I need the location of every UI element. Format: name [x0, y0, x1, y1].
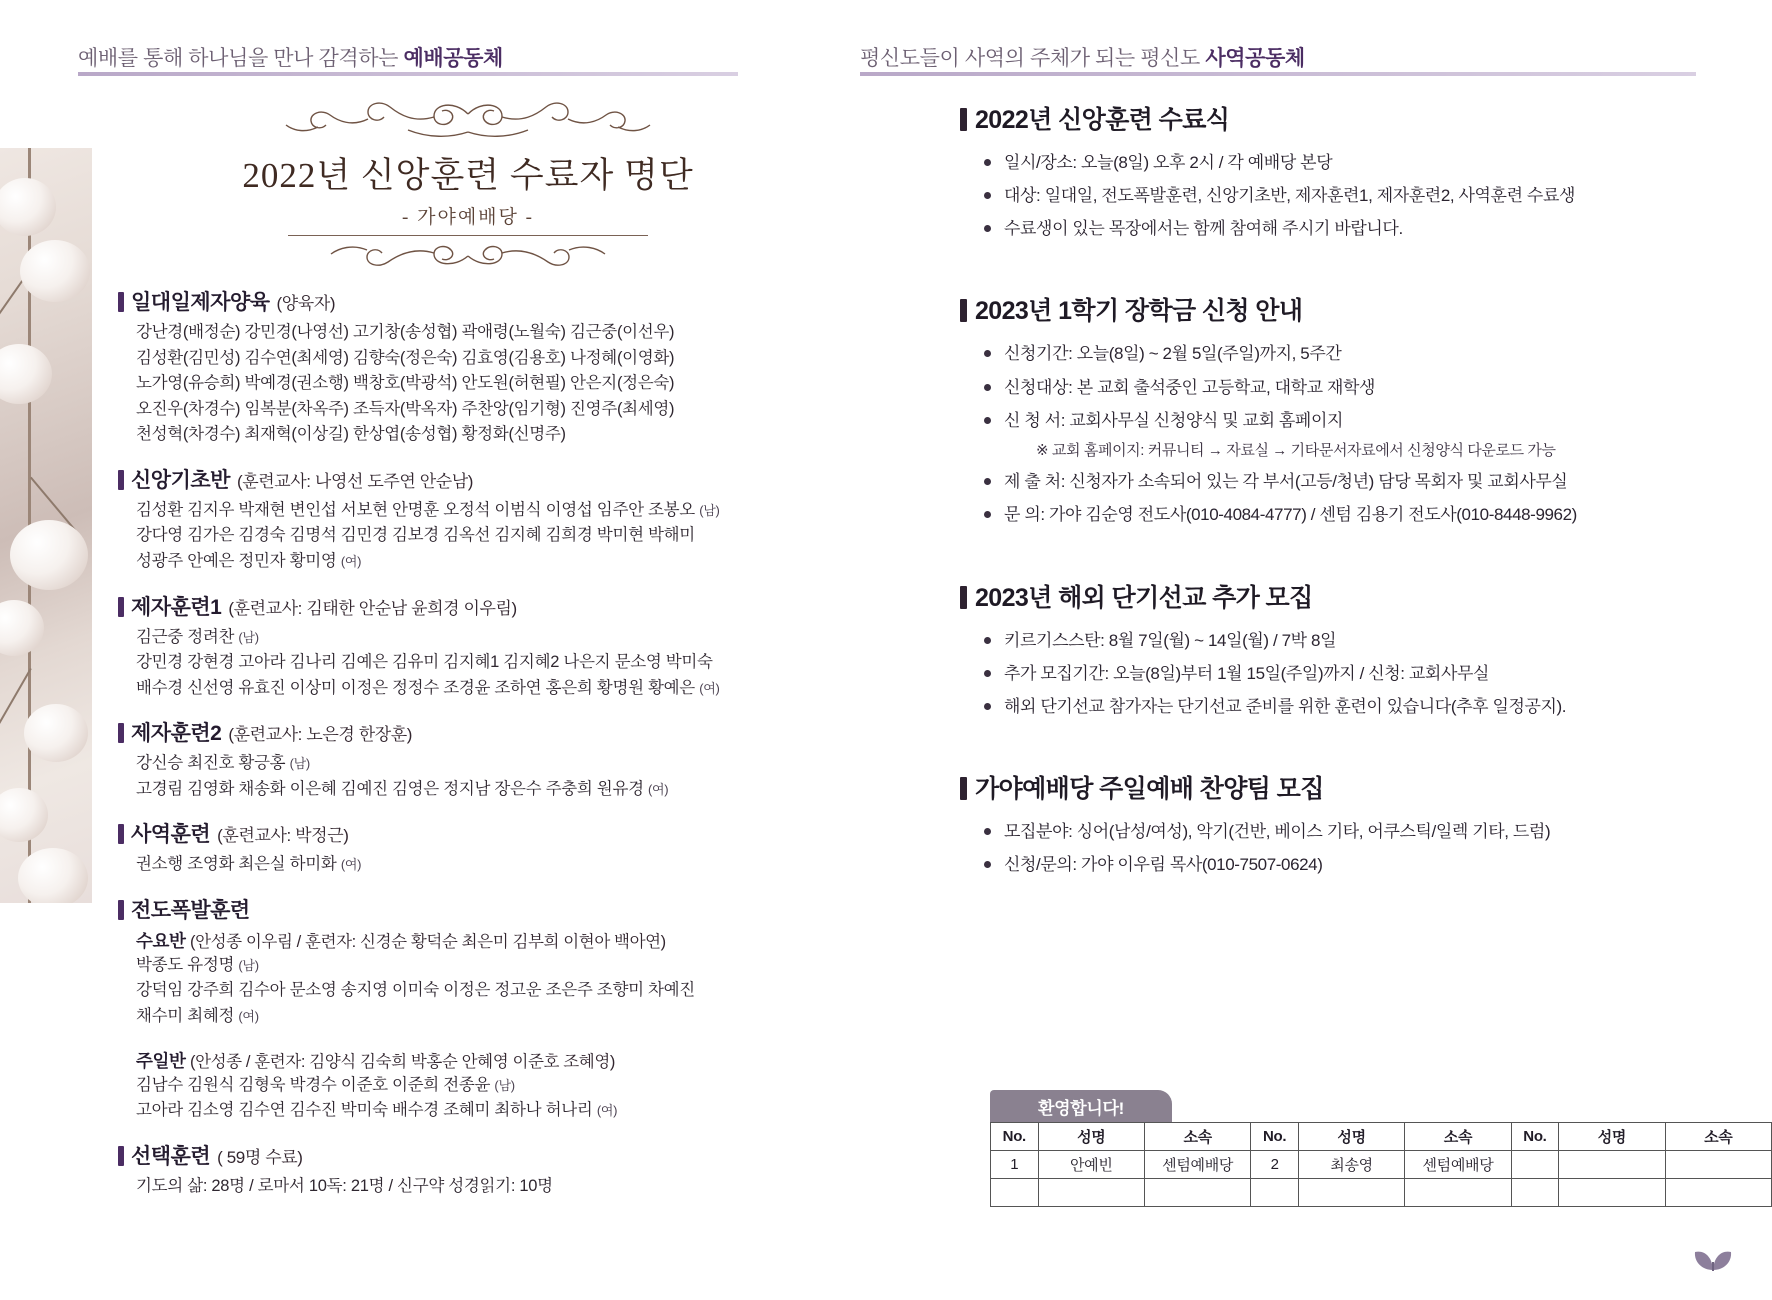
section-bar-icon [118, 723, 124, 743]
notice-title: 2022년 신앙훈련 수료식 [975, 106, 1230, 134]
right-column [960, 100, 1700, 927]
notice-item: 수료생이 있는 목장에서는 함께 참여해 주시기 바랍니다. [984, 212, 1700, 245]
notice-graduation-ceremony [960, 100, 1700, 245]
subgroup-note: (안성종 이우림 / 훈련자: 신경순 황덕순 최은미 김부희 이현아 백아연) [189, 932, 666, 951]
cell [1665, 1151, 1771, 1179]
notice-item: 대상: 일대일, 전도폭발훈련, 신앙기초반, 제자훈련1, 제자훈련2, 사역훈련 수료생 [984, 179, 1700, 212]
section-elective-training [118, 1140, 818, 1200]
name-list [118, 953, 818, 1030]
notice-item: 문 의: 가야 김순영 전도사(010-4084-4777) / 센텀 김용기 전도사(010-8448-9962) [984, 498, 1700, 531]
section-note: (훈련교사: 박정근) [217, 826, 349, 846]
col-org-2: 소속 [1405, 1123, 1511, 1151]
cell [1144, 1179, 1250, 1207]
bulletin-subtitle: - 가야예배당 - [402, 207, 534, 228]
name-line: 고아라 김소영 김수연 김수진 박미숙 배수경 조혜미 최하나 허나리 (여) [136, 1101, 618, 1120]
notice-item: 신 청 서: 교회사무실 신청양식 및 교회 홈페이지 [984, 404, 1700, 437]
cell [1559, 1151, 1665, 1179]
subgroup-label-wednesday [118, 928, 818, 953]
notice-list [960, 624, 1700, 723]
notice-item: 키르기스스탄: 8월 7일(월) ~ 14일(월) / 7박 8일 [984, 624, 1700, 657]
subgroup-label: 수요반 [136, 930, 186, 951]
name-line: 배수경 신선영 유효진 이상미 이정은 정정수 조경윤 조하연 홍은희 황명원 황예은 (여) [136, 678, 720, 697]
notice-item: 추가 모집기간: 오늘(8일)부터 1월 15일(주일)까지 / 신청: 교회사무실 [984, 657, 1700, 690]
notice-item: 일시/장소: 오늘(8일) 오후 2시 / 각 예배당 본당 [984, 146, 1700, 179]
col-org-3: 소속 [1665, 1123, 1771, 1151]
notice-list [960, 146, 1700, 245]
cell [1298, 1179, 1404, 1207]
ornament-top-icon [258, 100, 678, 146]
welcome-block [990, 1090, 1772, 1207]
bulletin-title: 2022년 신앙훈련 수료자 명단 [242, 156, 694, 195]
col-name-1: 성명 [1038, 1123, 1144, 1151]
section-bar-icon [118, 824, 124, 844]
section-title: 선택훈련 [131, 1144, 211, 1168]
cell: 1 [991, 1151, 1039, 1179]
section-faith-basics [118, 464, 818, 575]
col-no-1: No. [991, 1123, 1039, 1151]
section-title: 사역훈련 [131, 823, 211, 847]
welcome-table [990, 1122, 1772, 1207]
name-line: 강다영 김가은 김경숙 김명석 김민경 김보경 김옥선 김지혜 김희경 박미현 박해미 [136, 526, 695, 545]
section-evangelism-explosion [118, 894, 818, 1124]
section-title: 전도폭발훈련 [131, 898, 250, 922]
left-header-rule [78, 72, 738, 76]
table-row [991, 1151, 1772, 1179]
section-bar-icon [118, 900, 124, 920]
name-line: 고경림 김영화 채송화 이은혜 김예진 김영은 정지남 장은수 주충희 원유경 (여) [136, 779, 669, 798]
cell: 2 [1251, 1151, 1299, 1179]
name-list [118, 751, 818, 802]
name-line: 채수미 최혜정 (여) [136, 1007, 259, 1025]
section-bar-icon [118, 470, 124, 490]
left-header-light: 예배를 통해 하나님을 만나 감격하는 [78, 47, 404, 70]
name-line: 김성환(김민성) 김수연(최세영) 김향숙(정은숙) 김효영(김용호) 나정혜(이영화) [136, 348, 675, 367]
section-title: 일대일제자양육 [131, 291, 270, 314]
cell [991, 1179, 1039, 1207]
cell [1038, 1179, 1144, 1207]
name-line: 성광주 안예은 정민자 황미영 (여) [136, 551, 362, 570]
section-bar-icon [118, 1146, 124, 1166]
name-line: 기도의 삶: 28명 / 로마서 10독: 21명 / 신구약 성경읽기: 10명 [136, 1176, 553, 1195]
col-no-3: No. [1511, 1123, 1559, 1151]
notice-worship-team [960, 769, 1700, 881]
name-list [118, 1073, 818, 1124]
section-title: 제자훈련1 [131, 595, 222, 619]
name-line: 천성혁(차경수) 최재혁(이상길) 한상엽(송성협) 황정화(신명주) [136, 425, 566, 444]
notice-bar-icon [960, 777, 967, 800]
notice-item: 제 출 처: 신청자가 소속되어 있는 각 부서(고등/청년) 담당 목회자 및 교회사무실 [984, 465, 1700, 498]
cell [1251, 1179, 1299, 1207]
right-header-bold: 사역공동체 [1205, 47, 1305, 70]
notice-item: 해외 단기선교 참가자는 단기선교 준비를 위한 훈련이 있습니다(추후 일정공지). [984, 690, 1700, 723]
notice-bar-icon [960, 586, 967, 609]
cell [1559, 1179, 1665, 1207]
welcome-tab-label: 환영합니다! [990, 1090, 1172, 1122]
name-list [118, 320, 818, 448]
cell [1511, 1151, 1559, 1179]
notice-bar-icon [960, 299, 967, 322]
section-one-to-one [118, 286, 818, 448]
notice-item: 신청기간: 오늘(8일) ~ 2월 5일(주일)까지, 5주간 [984, 337, 1700, 370]
cell [1511, 1179, 1559, 1207]
name-list [118, 1174, 818, 1200]
section-title: 제자훈련2 [131, 722, 222, 746]
name-line: 김근중 정려찬 (남) [136, 627, 259, 646]
name-line: 강덕임 강주희 김수아 문소영 송지영 이미숙 이정은 정고운 조은주 조향미 차예진 [136, 981, 695, 1000]
subgroup-note: (안성종 / 훈련자: 김양식 김숙희 박홍순 안혜영 이준호 조혜영) [189, 1052, 615, 1071]
right-header-rule [860, 72, 1696, 76]
ornament-bottom-icon [258, 236, 678, 270]
subgroup-label: 주일반 [136, 1050, 186, 1071]
name-list [118, 498, 818, 575]
table-row [991, 1179, 1772, 1207]
col-name-3: 성명 [1559, 1123, 1665, 1151]
notice-item: 신청대상: 본 교회 출석중인 고등학교, 대학교 재학생 [984, 371, 1700, 404]
notice-title: 가야예배당 주일예배 찬양팀 모집 [975, 775, 1324, 804]
section-bar-icon [118, 597, 124, 617]
subgroup-label-sunday [118, 1048, 818, 1073]
name-line: 김성환 김지우 박재현 변인섭 서보현 안명훈 오정석 이범식 이영섭 임주안 조봉오 (남) [136, 500, 720, 519]
name-list [118, 852, 818, 878]
section-note: (훈련교사: 나영선 도주연 안순남) [236, 471, 474, 491]
notice-list [960, 337, 1700, 436]
section-bar-icon [118, 292, 124, 312]
cell [1665, 1179, 1771, 1207]
name-line: 권소행 조영화 최은실 하미화 (여) [136, 855, 362, 874]
leaf-ornament-icon [1692, 1240, 1734, 1274]
name-line: 김남수 김원식 김형욱 박경수 이준호 이준희 전종윤 (남) [136, 1075, 515, 1094]
cell: 안예빈 [1038, 1151, 1144, 1179]
notice-bar-icon [960, 108, 967, 131]
section-note: (양육자) [276, 294, 336, 313]
section-note: (훈련교사: 노은경 한장훈) [228, 725, 413, 745]
section-note: ( 59명 수료) [217, 1147, 303, 1167]
left-column [118, 100, 818, 1199]
notice-title: 2023년 해외 단기선교 추가 모집 [975, 583, 1313, 612]
table-header-row [991, 1123, 1772, 1151]
left-column-header [78, 42, 503, 72]
name-line: 강민경 강현경 고아라 김나리 김예은 김유미 김지혜1 김지혜2 나은지 문소영 박미숙 [136, 653, 713, 672]
cell [1405, 1179, 1511, 1207]
title-ornament-block [218, 100, 718, 270]
notice-item: 모집분야: 싱어(남성/여성), 악기(건반, 베이스 기타, 어쿠스틱/일렉 기타, 드럼) [984, 815, 1700, 848]
section-ministry-training [118, 818, 818, 878]
left-header-bold: 예배공동체 [403, 47, 503, 70]
section-discipleship-2 [118, 717, 818, 802]
name-list [118, 625, 818, 702]
name-line: 오진우(차경수) 임복분(차옥주) 조득자(박옥자) 주찬앙(임기형) 진영주(최세영) [136, 399, 675, 418]
cell: 최송영 [1298, 1151, 1404, 1179]
name-line: 박종도 유정명 (남) [136, 955, 259, 974]
cotton-photo-strip [0, 148, 92, 903]
notice-subnote: ※ 교회 홈페이지: 커뮤니티 → 자료실 → 기타문서자료에서 신청양식 다운로드 가능 [1036, 441, 1556, 459]
col-name-2: 성명 [1298, 1123, 1404, 1151]
col-org-1: 소속 [1144, 1123, 1250, 1151]
section-discipleship-1 [118, 591, 818, 702]
notice-title: 2023년 1학기 장학금 신청 안내 [975, 297, 1303, 326]
cell: 센텀예배당 [1144, 1151, 1250, 1179]
section-title: 신앙기초반 [131, 468, 230, 492]
right-header-light: 평신도들이 사역의 주체가 되는 평신도 [860, 47, 1206, 70]
notice-list-cont [960, 465, 1700, 531]
notice-scholarship [960, 291, 1700, 531]
notice-item: 신청/문의: 가야 이우림 목사(010-7507-0624) [984, 848, 1700, 881]
right-column-header [860, 42, 1305, 72]
name-line: 강난경(배정순) 강민경(나영선) 고기창(송성협) 곽애령(노월숙) 김근중(이선우) [136, 323, 675, 341]
notice-overseas-mission [960, 578, 1700, 723]
cell: 센텀예배당 [1405, 1151, 1511, 1179]
notice-list [960, 815, 1700, 881]
col-no-2: No. [1251, 1123, 1299, 1151]
section-note: (훈련교사: 김태한 안순남 윤희경 이우림) [228, 598, 517, 618]
name-line: 강신승 최진호 황긍홍 (남) [136, 754, 310, 773]
name-line: 노가영(유승희) 박예경(권소행) 백창호(박광석) 안도원(허현필) 안은지(정은숙) [136, 374, 675, 393]
